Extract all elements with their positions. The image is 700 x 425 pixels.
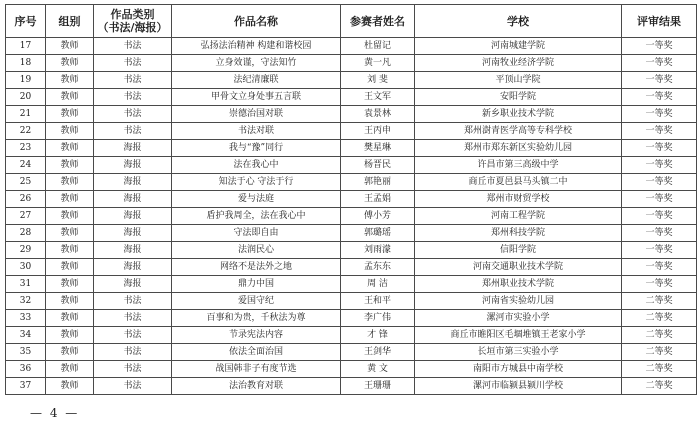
table-row	[6, 276, 697, 293]
cell-group: 教师	[46, 242, 94, 259]
cell-category: 海报	[94, 225, 172, 242]
table-row	[6, 174, 697, 191]
cell-title: 法润民心	[172, 242, 341, 259]
header-index: 序号	[6, 5, 46, 38]
header-category	[94, 5, 172, 38]
cell-index: 17	[6, 38, 46, 55]
cell-result: 一等奖	[622, 276, 697, 293]
cell-title: 盾护我周全，法在我心中	[172, 208, 341, 225]
cell-school: 安阳学院	[415, 89, 622, 106]
header-category-line1: 作品类别	[110, 8, 155, 21]
cell-index: 19	[6, 72, 46, 89]
cell-index: 29	[6, 242, 46, 259]
cell-title: 战国韩非子有度节选	[172, 361, 341, 378]
cell-school: 河南城建学院	[415, 38, 622, 55]
cell-school: 新乡职业技术学院	[415, 106, 622, 123]
cell-category: 书法	[94, 293, 172, 310]
cell-school: 郑州市财贸学校	[415, 191, 622, 208]
cell-title: 甲骨文立身处事五言联	[172, 89, 341, 106]
cell-category: 海报	[94, 242, 172, 259]
cell-participant: 樊星琳	[341, 140, 415, 157]
cell-school: 郑州澍青医学高等专科学校	[415, 123, 622, 140]
cell-group: 教师	[46, 259, 94, 276]
cell-title: 爱国守纪	[172, 293, 341, 310]
cell-participant: 郭艳丽	[341, 174, 415, 191]
cell-index: 30	[6, 259, 46, 276]
cell-school: 郑州市郑东新区实验幼儿园	[415, 140, 622, 157]
cell-result: 一等奖	[622, 55, 697, 72]
cell-participant: 王文军	[341, 89, 415, 106]
table-row	[6, 327, 697, 344]
table-row	[6, 38, 697, 55]
table-row	[6, 157, 697, 174]
cell-title: 法治教育对联	[172, 378, 341, 395]
cell-category: 书法	[94, 38, 172, 55]
cell-title: 爱与法庭	[172, 191, 341, 208]
cell-participant: 杜留记	[341, 38, 415, 55]
cell-category: 书法	[94, 327, 172, 344]
cell-category: 书法	[94, 378, 172, 395]
cell-index: 36	[6, 361, 46, 378]
cell-category: 海报	[94, 191, 172, 208]
cell-school: 南阳市方城县中南学校	[415, 361, 622, 378]
cell-result: 一等奖	[622, 123, 697, 140]
cell-title: 守法即自由	[172, 225, 341, 242]
cell-school: 长垣市第三实验小学	[415, 344, 622, 361]
cell-title: 鼎力中国	[172, 276, 341, 293]
cell-index: 31	[6, 276, 46, 293]
header-category-line2: （书法/海报）	[97, 21, 168, 34]
cell-index: 20	[6, 89, 46, 106]
table-row	[6, 89, 697, 106]
cell-title: 依法全面治国	[172, 344, 341, 361]
cell-participant: 周 洁	[341, 276, 415, 293]
cell-result: 二等奖	[622, 344, 697, 361]
cell-title: 弘扬法治精神 构建和谐校园	[172, 38, 341, 55]
table-row	[6, 242, 697, 259]
cell-participant: 刘雨濛	[341, 242, 415, 259]
cell-result: 一等奖	[622, 140, 697, 157]
cell-index: 35	[6, 344, 46, 361]
cell-participant: 才 锋	[341, 327, 415, 344]
cell-participant: 王剑华	[341, 344, 415, 361]
cell-title: 书法对联	[172, 123, 341, 140]
cell-school: 漯河市实验小学	[415, 310, 622, 327]
cell-participant: 孟东东	[341, 259, 415, 276]
cell-index: 21	[6, 106, 46, 123]
cell-participant: 傅小芳	[341, 208, 415, 225]
cell-participant: 袁景林	[341, 106, 415, 123]
cell-title: 百事和为贵，千秋法为尊	[172, 310, 341, 327]
cell-category: 海报	[94, 259, 172, 276]
table-row	[6, 123, 697, 140]
cell-index: 33	[6, 310, 46, 327]
cell-category: 海报	[94, 276, 172, 293]
cell-group: 教师	[46, 174, 94, 191]
cell-category: 书法	[94, 123, 172, 140]
table-row	[6, 259, 697, 276]
cell-participant: 黄 文	[341, 361, 415, 378]
cell-school: 平顶山学院	[415, 72, 622, 89]
cell-school: 河南牧业经济学院	[415, 55, 622, 72]
header-result: 评审结果	[622, 5, 697, 38]
cell-school: 商丘市夏邑县马头镇二中	[415, 174, 622, 191]
cell-participant: 王孟娟	[341, 191, 415, 208]
cell-index: 23	[6, 140, 46, 157]
cell-category: 海报	[94, 157, 172, 174]
cell-category: 海报	[94, 140, 172, 157]
cell-group: 教师	[46, 327, 94, 344]
header-participant: 参赛者姓名	[341, 5, 415, 38]
cell-school: 河南交通职业技术学院	[415, 259, 622, 276]
cell-school: 许昌市第三高级中学	[415, 157, 622, 174]
cell-participant: 王珊珊	[341, 378, 415, 395]
header-school: 学校	[415, 5, 622, 38]
cell-category: 书法	[94, 310, 172, 327]
table-row	[6, 106, 697, 123]
page-number: — 4 —	[30, 406, 80, 420]
cell-school: 商丘市睢阳区毛堌堆镇王老家小学	[415, 327, 622, 344]
cell-participant: 刘 斐	[341, 72, 415, 89]
cell-participant: 杨晋民	[341, 157, 415, 174]
cell-participant: 黄一凡	[341, 55, 415, 72]
header-title: 作品名称	[172, 5, 341, 38]
cell-group: 教师	[46, 293, 94, 310]
cell-group: 教师	[46, 123, 94, 140]
cell-result: 一等奖	[622, 242, 697, 259]
table-row	[6, 344, 697, 361]
cell-group: 教师	[46, 344, 94, 361]
cell-group: 教师	[46, 310, 94, 327]
cell-result: 一等奖	[622, 208, 697, 225]
results-table	[5, 4, 697, 395]
cell-result: 一等奖	[622, 72, 697, 89]
table-row	[6, 310, 697, 327]
cell-result: 二等奖	[622, 378, 697, 395]
table-row	[6, 361, 697, 378]
cell-result: 二等奖	[622, 361, 697, 378]
cell-title: 立身效谨，守法知竹	[172, 55, 341, 72]
table-row	[6, 191, 697, 208]
cell-school: 河南工程学院	[415, 208, 622, 225]
table-row	[6, 55, 697, 72]
cell-group: 教师	[46, 157, 94, 174]
table-row	[6, 208, 697, 225]
cell-group: 教师	[46, 208, 94, 225]
cell-result: 二等奖	[622, 327, 697, 344]
cell-group: 教师	[46, 106, 94, 123]
cell-title: 崇德治国对联	[172, 106, 341, 123]
cell-school: 河南省实验幼儿园	[415, 293, 622, 310]
cell-result: 一等奖	[622, 191, 697, 208]
header-group: 组别	[46, 5, 94, 38]
cell-index: 32	[6, 293, 46, 310]
cell-result: 一等奖	[622, 174, 697, 191]
cell-category: 书法	[94, 344, 172, 361]
cell-category: 书法	[94, 72, 172, 89]
header-row	[6, 5, 697, 38]
cell-category: 书法	[94, 361, 172, 378]
cell-result: 一等奖	[622, 259, 697, 276]
cell-index: 28	[6, 225, 46, 242]
table-row	[6, 378, 697, 395]
cell-group: 教师	[46, 378, 94, 395]
cell-index: 37	[6, 378, 46, 395]
cell-participant: 王丙申	[341, 123, 415, 140]
cell-participant: 郭璐瑶	[341, 225, 415, 242]
cell-title: 知法于心 守法于行	[172, 174, 341, 191]
cell-group: 教师	[46, 38, 94, 55]
cell-category: 海报	[94, 174, 172, 191]
cell-index: 26	[6, 191, 46, 208]
cell-index: 34	[6, 327, 46, 344]
cell-group: 教师	[46, 191, 94, 208]
cell-group: 教师	[46, 72, 94, 89]
cell-index: 27	[6, 208, 46, 225]
cell-title: 法纪清廉联	[172, 72, 341, 89]
cell-group: 教师	[46, 225, 94, 242]
cell-category: 书法	[94, 89, 172, 106]
cell-group: 教师	[46, 140, 94, 157]
cell-result: 一等奖	[622, 89, 697, 106]
cell-index: 22	[6, 123, 46, 140]
cell-category: 海报	[94, 208, 172, 225]
cell-group: 教师	[46, 89, 94, 106]
cell-index: 25	[6, 174, 46, 191]
cell-index: 18	[6, 55, 46, 72]
cell-category: 书法	[94, 55, 172, 72]
cell-title: 我与“豫”同行	[172, 140, 341, 157]
table-row	[6, 225, 697, 242]
cell-result: 一等奖	[622, 157, 697, 174]
cell-participant: 王和平	[341, 293, 415, 310]
table-row	[6, 72, 697, 89]
cell-group: 教师	[46, 276, 94, 293]
cell-group: 教师	[46, 55, 94, 72]
table-row	[6, 293, 697, 310]
cell-result: 二等奖	[622, 310, 697, 327]
cell-result: 一等奖	[622, 38, 697, 55]
cell-school: 郑州科技学院	[415, 225, 622, 242]
cell-result: 二等奖	[622, 293, 697, 310]
cell-result: 一等奖	[622, 106, 697, 123]
cell-participant: 李广伟	[341, 310, 415, 327]
cell-school: 郑州职业技术学院	[415, 276, 622, 293]
cell-category: 书法	[94, 106, 172, 123]
cell-school: 信阳学院	[415, 242, 622, 259]
cell-title: 节录宪法内容	[172, 327, 341, 344]
cell-title: 网络不是法外之地	[172, 259, 341, 276]
cell-result: 一等奖	[622, 225, 697, 242]
cell-index: 24	[6, 157, 46, 174]
table-row	[6, 140, 697, 157]
cell-title: 法在我心中	[172, 157, 341, 174]
cell-school: 漯河市临颍县颍川学校	[415, 378, 622, 395]
cell-group: 教师	[46, 361, 94, 378]
